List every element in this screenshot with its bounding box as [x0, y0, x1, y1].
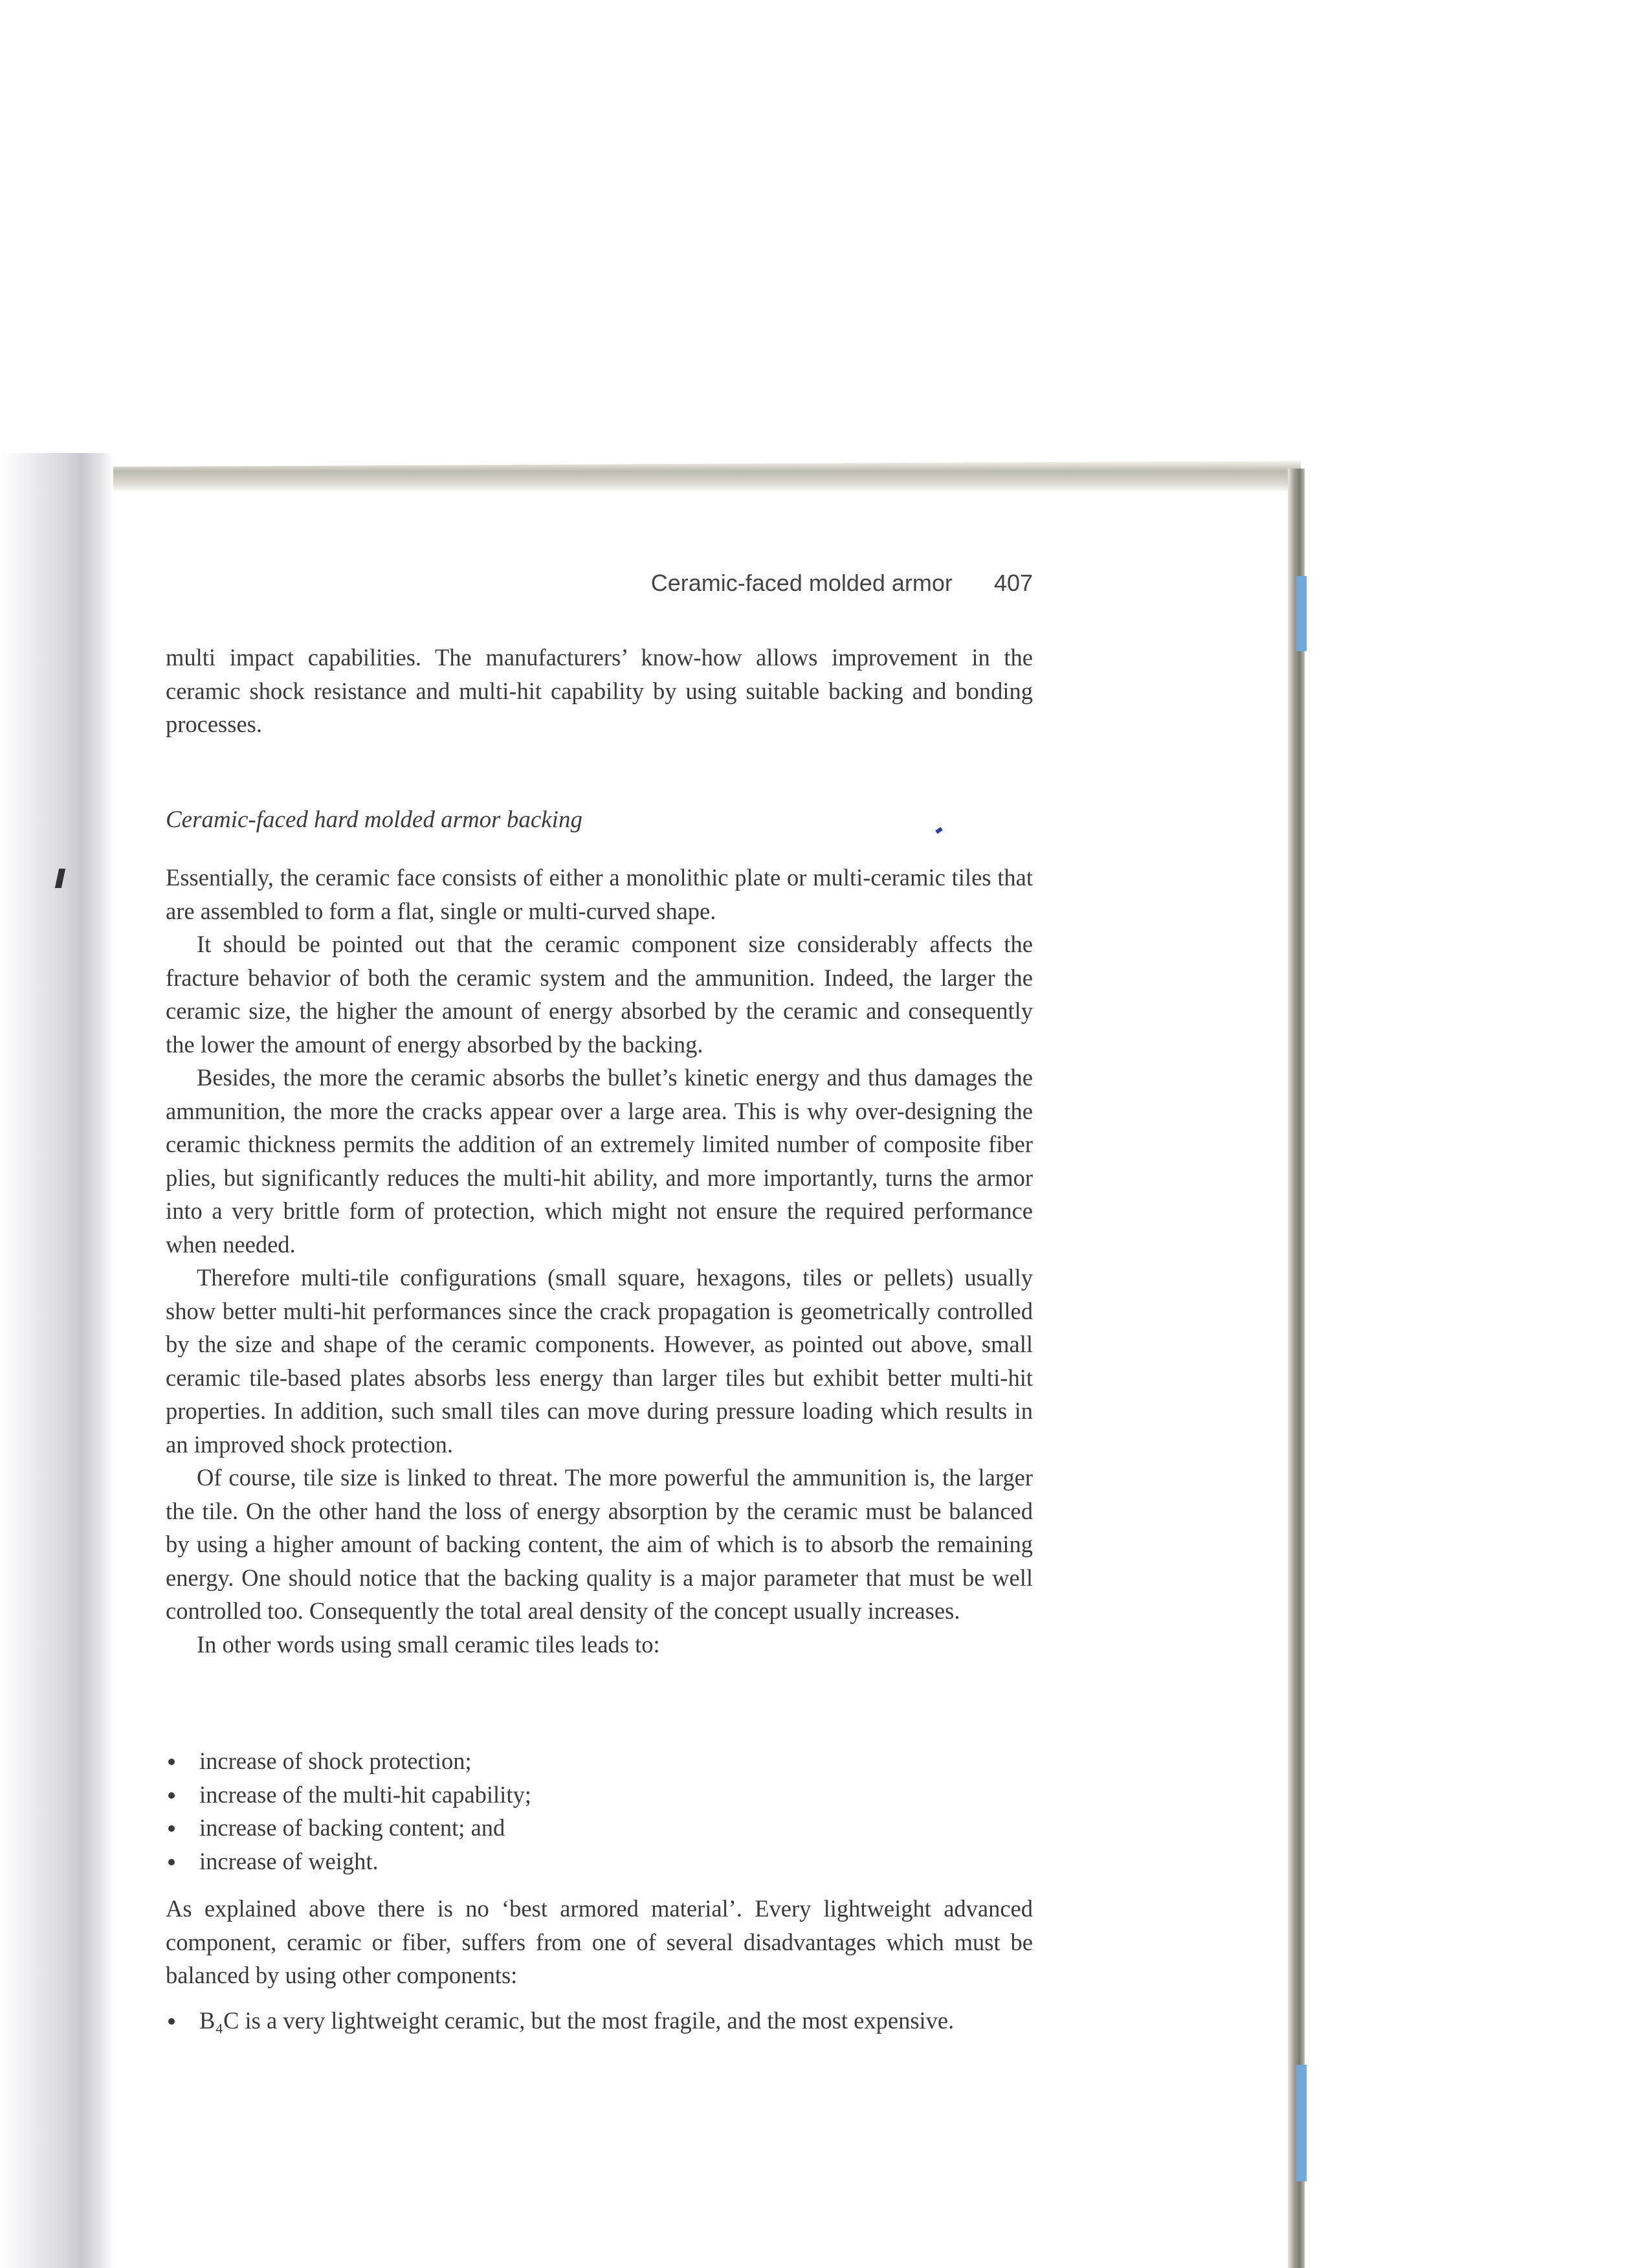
- body-paragraph: Of course, tile size is linked to threat. The more powerful the ammunition is, the larger the tile. On the other hand the loss of energy absorption by the ceramic must be balanced by using a higher amount of backing content, the aim of which is to absorb the remaining energy. One should notice that the backing quality is a major parameter that must be well controlled too. Consequently the total areal density of the concept usually increases.: [166, 1464, 1033, 1624]
- body-paragraph: Essentially, the ceramic face consists of either a monolithic plate or multi-ceramic tiles that are assembled to form a flat, single or multi-curved shape.: [166, 864, 1033, 924]
- right-page-edge: [1288, 469, 1305, 2268]
- section-body: [166, 861, 1033, 1661]
- right-tab-upper: [1296, 576, 1307, 651]
- ink-tick: [935, 827, 943, 834]
- body-paragraph: Besides, the more the ceramic absorbs the bullet’s kinetic energy and thus damages the ammunition, the more the cracks appear over a large area. This is why over-designing the ceramic thickness permits the addition of an extremely limited number of composite fiber plies, but significantly reduces the multi-hit ability, and more importantly, turns the armor into a very brittle form of protection, which might not ensure the required performance when needed.: [166, 1064, 1033, 1258]
- small-tiles-list: [166, 1744, 1033, 1878]
- list-item: increase of backing content; and: [166, 1811, 1033, 1845]
- intro-paragraph-block: [166, 641, 1033, 741]
- materials-list: [166, 2004, 1033, 2038]
- materials-paragraph: As explained above there is no ‘best armored material’. Every lightweight advanced component, ceramic or fiber, suffers from one of several disadvantages which must be balanced by using other components:: [166, 1895, 1033, 1988]
- materials-paragraph-block: [166, 1892, 1033, 1992]
- intro-paragraph: multi impact capabilities. The manufacturers’ know-how allows improvement in the ceramic shock resistance and multi-hit capability by using suitable backing and bonding processes.: [166, 644, 1033, 737]
- running-head: [651, 570, 1033, 597]
- list-item: increase of weight.: [166, 1845, 1033, 1878]
- spine-shadow: [0, 453, 113, 2268]
- right-tab-lower: [1296, 2065, 1307, 2181]
- top-page-edge: [0, 461, 1301, 491]
- list-item: increase of shock protection;: [166, 1744, 1033, 1778]
- section-heading: Ceramic-faced hard molded armor backing: [166, 806, 582, 833]
- running-head-title: Ceramic-faced molded armor: [650, 570, 953, 596]
- body-paragraph: Therefore multi-tile configurations (small square, hexagons, tiles or pellets) usually show better multi-hit performances since the crack propagation is geometrically controlled by the size and shape of the ceramic components. However, as pointed out above, small ceramic tile-based plates absorbs less energy than larger tiles but exhibit better multi-hit properties. In addition, such small tiles can move during pressure loading which results in an improved shock protection.: [166, 1264, 1033, 1458]
- body-paragraph: It should be pointed out that the ceramic component size considerably affects the fracture behavior of both the ceramic system and the ammunition. Indeed, the larger the ceramic size, the higher the amount of energy absorbed by the ceramic and consequently the lower the amount of energy absorbed by the backing.: [166, 931, 1033, 1058]
- page-number: 407: [993, 570, 1033, 596]
- list-item: B₄C is a very lightweight ceramic, but the most fragile, and the most expensive.: [166, 2004, 1033, 2038]
- list-item: increase of the multi-hit capability;: [166, 1778, 1033, 1812]
- body-paragraph: In other words using small ceramic tiles leads to:: [197, 1630, 660, 1658]
